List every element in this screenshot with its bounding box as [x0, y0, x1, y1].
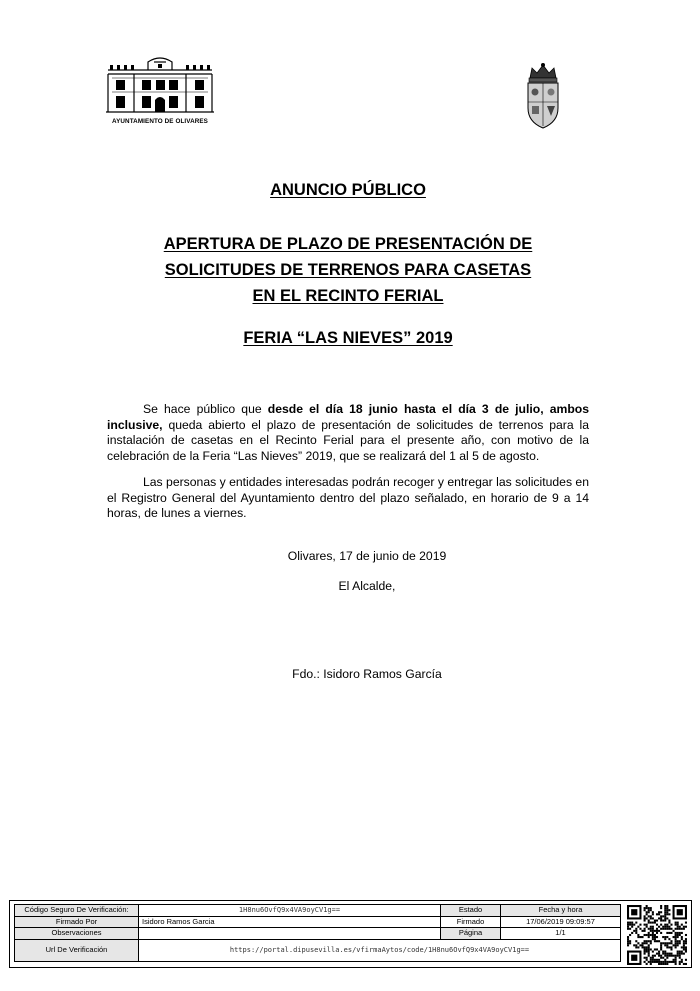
document-subtitle [60, 231, 636, 309]
status-value: Firmado [441, 916, 501, 928]
paragraph-rest: queda abierto el plazo de presentación de solicitudes de terrenos para la instalación de casetas en el Recinto Ferial para el presente año, con motivo de la celebración de la Feria “Las Nieves” 2019, que se realizará del 1 al 5 de agosto. [107, 417, 589, 463]
signed-by-label: Firmado Por [15, 916, 139, 928]
coat-of-arms-icon [524, 62, 562, 130]
table-row [15, 939, 621, 961]
paragraph-intro: Se hace público que [143, 402, 268, 416]
ayuntamiento-logo [104, 56, 216, 128]
qr-code-icon [627, 905, 687, 965]
date-label: Fecha y hora [501, 905, 621, 917]
town-hall-building-icon [104, 56, 216, 116]
observations-value [139, 928, 441, 940]
paragraph-dates [107, 402, 589, 464]
verification-box [9, 900, 692, 968]
status-label: Estado [441, 905, 501, 917]
page-value: 1/1 [501, 928, 621, 940]
subtitle-line: APERTURA DE PLAZO DE PRESENTACIÓN DE [163, 235, 533, 253]
verification-url[interactable]: https://portal.dipusevilla.es/vfirmaAytos/code/1H8nu6OvfQ9x4VA9oyCV1g== [139, 939, 621, 961]
place-and-date: Olivares, 17 de junio de 2019 [287, 549, 447, 563]
code-label: Código Seguro De Verificación: [15, 905, 139, 917]
signer-role: El Alcalde, [338, 579, 396, 593]
date-value: 17/06/2019 09:09:57 [501, 916, 621, 928]
page-label: Página [441, 928, 501, 940]
url-label: Url De Verificación [15, 939, 139, 961]
code-value: 1H8nu6OvfQ9x4VA9oyCV1g== [139, 905, 441, 917]
paragraph-dates-highlight: desde el día 18 junio hasta el día 3 de julio, ambos inclusive, [107, 402, 589, 432]
paragraph-instructions: Las personas y entidades interesadas podrán recoger y entregar las solicitudes en el Registro General del Ayuntamiento dentro del plazo señalado, en horario de 9 a 14 horas, de lunes a viernes. [107, 475, 589, 521]
observations-label: Observaciones [15, 928, 139, 940]
subtitle-line: EN EL RECINTO FERIAL [252, 287, 444, 305]
subtitle-line: SOLICITUDES DE TERRENOS PARA CASETAS [164, 261, 532, 279]
coat-of-arms-logo [524, 62, 562, 130]
event-title: FERIA “LAS NIEVES” 2019 [243, 329, 453, 347]
table-row [15, 905, 621, 917]
verification-table [14, 904, 621, 962]
table-row [15, 916, 621, 928]
document-title: ANUNCIO PÚBLICO [270, 181, 426, 199]
signer-name: Fdo.: Isidoro Ramos García [292, 667, 442, 681]
logo-caption: AYUNTAMIENTO DE OLIVARES [112, 118, 208, 125]
table-row [15, 928, 621, 940]
signed-by-value: Isidoro Ramos Garcia [139, 916, 441, 928]
